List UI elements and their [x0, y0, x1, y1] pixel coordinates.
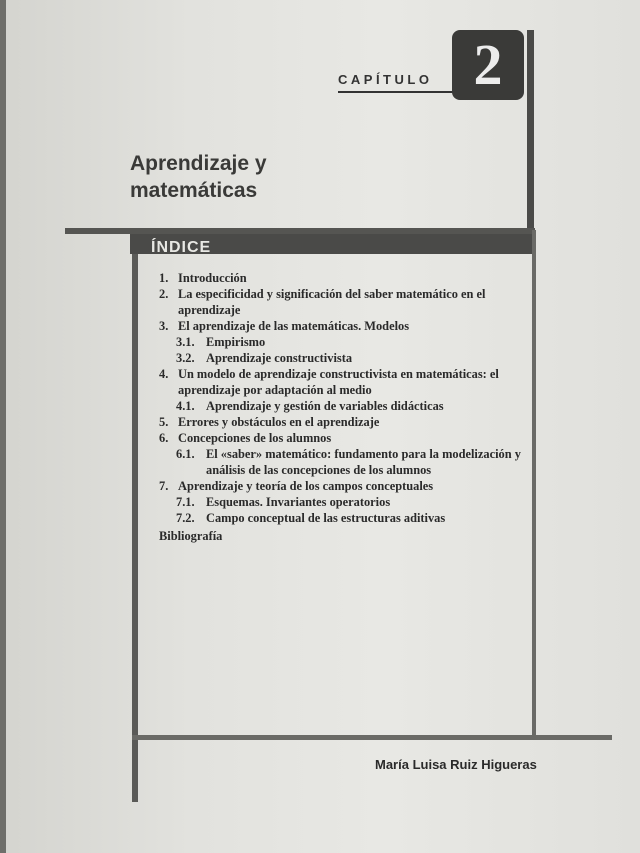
- toc-entry-text: Esquemas. Invariantes operatorios: [206, 495, 391, 509]
- toc-entry: [159, 478, 521, 494]
- table-of-contents: [159, 270, 521, 544]
- toc-entry-number: 3.2.: [176, 351, 195, 365]
- toc-subentry: [159, 350, 521, 366]
- toc-entry-text: Campo conceptual de las estructuras aditivas: [206, 511, 446, 525]
- toc-entry-text: Un modelo de aprendizaje constructivista en matemáticas: el aprendizaje por adaptación al medio: [178, 367, 499, 397]
- toc-entry-text: Aprendizaje y teoría de los campos conceptuales: [178, 479, 434, 493]
- toc-entry-number: 4.1.: [176, 399, 195, 413]
- page-edge: [0, 0, 6, 853]
- toc-entry-text: Aprendizaje constructivista: [206, 351, 353, 365]
- toc-entry-number: 7.: [159, 479, 169, 493]
- toc-entry-text: El «saber» matemático: fundamento para la modelización y análisis de las concepciones de los alumnos: [206, 447, 521, 477]
- toc-entry-number: 6.: [159, 431, 169, 445]
- toc-entry: [159, 286, 521, 318]
- toc-entry: [159, 318, 521, 334]
- toc-entry-text: Aprendizaje y gestión de variables didácticas: [206, 399, 444, 413]
- toc-entry-number: 7.2.: [176, 511, 195, 525]
- toc-subentry: [159, 446, 521, 478]
- toc-entry: [159, 366, 521, 398]
- chapter-title: [130, 150, 490, 204]
- toc-entry-text: La especificidad y significación del saber matemático en el aprendizaje: [178, 287, 486, 317]
- toc-entry-number: 3.1.: [176, 335, 195, 349]
- chapter-title-line-1: Aprendizaje y: [130, 152, 267, 175]
- toc-entry-number: 5.: [159, 415, 169, 429]
- toc-subentry: [159, 510, 521, 526]
- toc-entry-text: Empirismo: [206, 335, 266, 349]
- chapter-underline: [338, 91, 456, 93]
- toc-entry-number: 4.: [159, 367, 169, 381]
- toc-entry: [159, 414, 521, 430]
- chapter-vertical-rule: [527, 30, 534, 230]
- toc-entry-text: Concepciones de los alumnos: [178, 431, 332, 445]
- toc-bibliography: Bibliografía: [159, 529, 223, 543]
- toc-entry-text: El aprendizaje de las matemáticas. Modelos: [178, 319, 410, 333]
- toc-entry: [159, 430, 521, 446]
- index-box-left-border: [132, 254, 138, 802]
- toc-entry-number: 6.1.: [176, 447, 195, 461]
- toc-subentry: [159, 398, 521, 414]
- toc-entry-text: Errores y obstáculos en el aprendizaje: [178, 415, 380, 429]
- toc-entry-number: 7.1.: [176, 495, 195, 509]
- toc-subentry: [159, 494, 521, 510]
- chapter-title-line-2: matemáticas: [130, 179, 258, 202]
- toc-subentry: [159, 334, 521, 350]
- toc-entry-number: 2.: [159, 287, 169, 301]
- index-heading: ÍNDICE: [151, 239, 212, 256]
- index-box-right-border: [532, 230, 536, 735]
- toc-entry-number: 1.: [159, 271, 169, 285]
- author-name: María Luisa Ruiz Higueras: [375, 757, 537, 772]
- index-box-bottom-border: [132, 735, 612, 740]
- toc-entry-number: 3.: [159, 319, 169, 333]
- chapter-number-badge: 2: [452, 30, 524, 100]
- toc-entry: [159, 270, 521, 286]
- chapter-label: CAPÍTULO: [338, 72, 433, 87]
- toc-entry-text: Introducción: [178, 271, 247, 285]
